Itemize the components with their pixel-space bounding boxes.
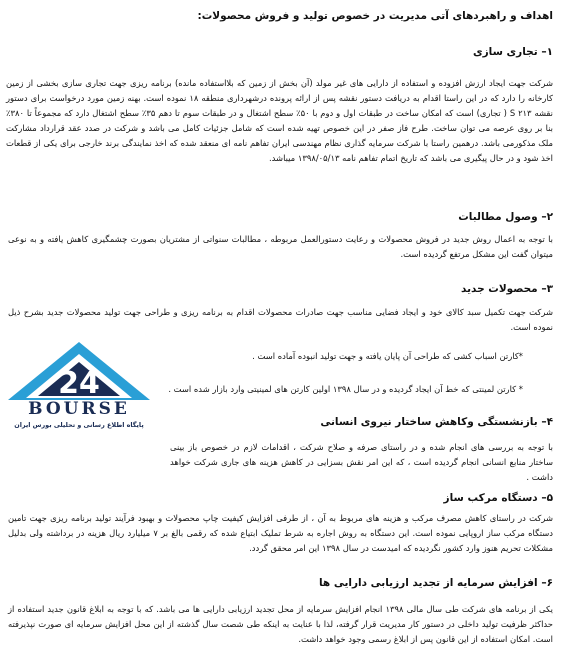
section-5-heading: ۵– دستگاه مرکب ساز [443,492,553,504]
section-2-heading: ۲– وصول مطالبات [458,211,553,223]
section-3-bullet-2: * کارتن لمینتی که خط آن ایجاد گردیده و در سال ۱۳۹۸ اولین کارتن های لمینیتی وارد بازار شده است . [168,384,523,394]
section-3-bullet-1: *کارتن اسباب کشی که طراحی آن پایان یافته و جهت تولید انبوده آماده است . [252,351,523,361]
section-3-body: شرکت جهت تکمیل سبد کالای خود و ایجاد فضایی مناسب جهت صادرات محصولات اقدام به برنامه ریزی و طراحی جهت تولید محصولات جدید بشرح ذیل نموده است. [8,307,553,332]
bourse24-wordmark: BOURSE [28,399,130,419]
bourse24-mountain-icon [4,340,154,402]
bourse24-logo [4,340,154,432]
bourse24-tagline: پایگاه اطلاع رسانی و تحلیلی بورس ایران [14,421,144,429]
section-2-body: با توجه به اعمال روش جدید در فروش محصولات و رعایت دستورالعمل مربوطه ، مطالبات سنواتی از مشتریان بصورت چشمگیری کاهش یافته و به نوعی میتوان گفت این مشکل مرتفع گردیده است. [8,234,553,259]
section-4-heading: ۴– بازنشستگی وکاهش ساختار نیروی انسانی [320,416,553,428]
section-6-heading: ۶– افزایش سرمایه از تجدید ارزیابی دارایی ها [318,577,553,589]
section-4-body: با توجه به بررسی های انجام شده و در راستای صرفه و صلاح شرکت ، اقدامات لازم در خصوص باز بینی ساختار منابع انسانی انجام گردیده است ، که این امر نقش بسزایی در کاهش هزینه های جاری شرکت خواهد داشت . [170,442,553,482]
section-1-body: شرکت جهت ایجاد ارزش افزوده و استفاده از دارایی های غیر مولد (آن بخش از زمین که بلااستفاده مانده) برنامه ریزی جهت تجاری سازی بخشی از زمین کارخانه را دارد که در این راستا اقدام به دریافت دستور نقشه پس از ارائه پرونده درشهرداری منطقه ۱۸ نموده است. بهنه زمین مورد درخواست برای دستور نقشه ۲۱۳ S ( تجاری) است که امکان ساخت در طبقات اول و دوم با ۵۰٪ سطح اشتغال و در طبقات سوم تا دهم ۳۵٪ سطح اشتغال دارد که مجموعاً تا ۳۸۰٪ بنا بر روی عرصه می توان ساخت. طرح فاز صفر در این خصوص تهیه شده است که شامل جزئیات کامل می باشد و شرکت در صدد عقد قرارداد مشارکت ملک مذکورمی باشد. درهمین راستا با شرکت سرمایه گذاری نظام مهندسی ایران تفاهم نامه ای منعقد شده که اخذ نمایندگی برند خارجی برای یکی از قطعات اخذ شود و در حال پیگیری می باشد که تاریخ اتمام تفاهم نامه ۱۳۹۸/۰۵/۱۳ میباشد. [6,78,554,163]
section-3-heading: ۳– محصولات جدید [461,283,553,295]
section-1-heading: ۱– تجاری سازی [472,46,553,58]
section-6-body: یکی از برنامه های شرکت طی سال مالی ۱۳۹۸ انجام افزایش سرمایه از محل تجدید ارزیابی دارایی ها می باشد. که با توجه به ابلاغ قانون جدید استفاده از حداکثر ظرفیت تولید داخلی در دستور کار مدیریت قرار گرفته، لذا با عنایت به اینکه طی شصت سال گذشته از این محل افزایش سرمایه ای صورت نپذیرفته است. امکان استفاده از این قانون پس از ابلاغ رسمی وجود خواهد داشت. [8,604,553,644]
bourse24-numeral: 24 [58,366,100,401]
document-title: اهداف و راهبردهای آتی مدیریت در خصوص تولید و فروش محصولات: [197,10,553,22]
section-5-body: شرکت در راستای کاهش مصرف مرکب و هزینه های مربوط به آن ، از طرفی افزایش کیفیت چاپ محصولات و بهبود فرآیند تولید برنامه ریزی جهت تامین دستگاه مرکب ساز اروپایی نموده است. این دستگاه به روش اجاره به شرط تملیک ابتیاع شده که رقمی بالغ بر ۷ میلیارد ریال هزینه در برداشته ولی بدلیل مشکلات تحریم هنوز وارد کشور نگردیده که امیدست در سال ۱۳۹۸ این امر محقق گردد. [8,513,554,553]
